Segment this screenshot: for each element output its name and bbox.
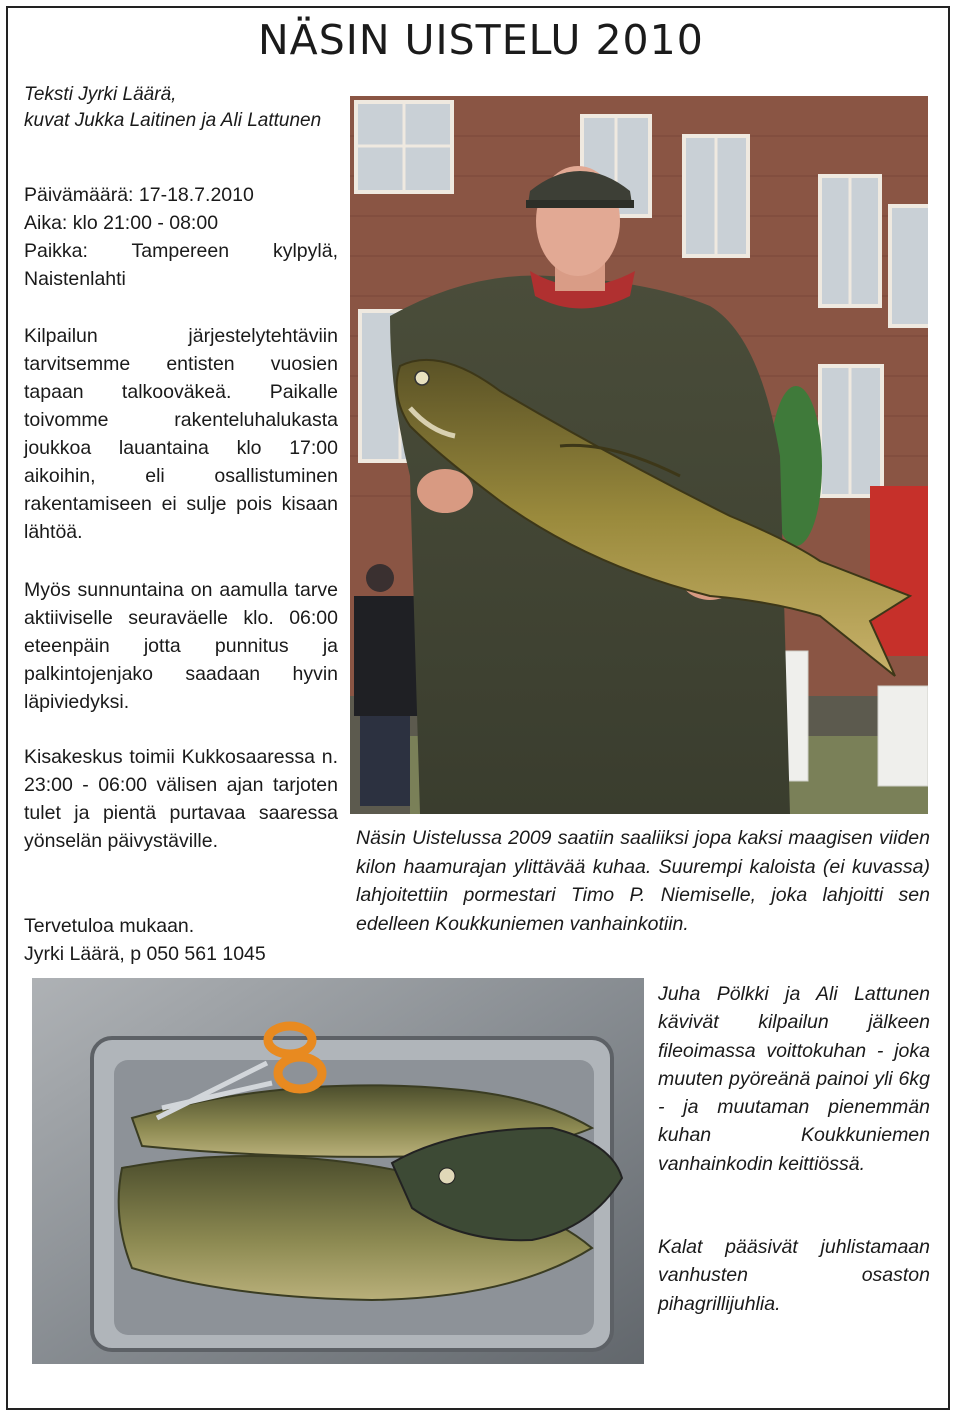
article-credits [24, 82, 340, 134]
paragraph-competition-center: Kisakeskus toimii Kukkosaaressa n. 23:00 - 06:00 välisen ajan tarjoten tulet ja pientä purtavaa saaressa yönselän päivystäville. [24, 746, 338, 852]
welcome-text: Tervetuloa mukaan. [24, 915, 195, 937]
paragraph-sunday: Myös sunnuntaina on aamulla tarve aktiiviselle seuraväelle klo. 06:00 eteenpäin jotta punnitus ja palkintojenjako saadaan hyvin läpiviedyksi. [24, 579, 338, 713]
event-date: Päivämäärä: 17-18.7.2010 [24, 184, 254, 206]
photo-man-with-fish [350, 96, 928, 814]
contact-info: Jyrki Läärä, p 050 561 1045 [24, 943, 266, 965]
closing [24, 912, 338, 968]
event-info [24, 181, 338, 293]
photo-fish-in-tray [32, 978, 644, 1364]
paragraph-volunteers: Kilpailun järjestelytehtäviin tarvitsemme entisten vuosien tapaan talkooväkeä. Paikalle toivomme rakenteluhalukasta joukkoa lauantaina klo 17:00 aikoihin, eli osallistuminen rakentamiseen ei sulje pois kisaan lähtöä. [24, 325, 338, 543]
credits-author: Teksti Jyrki Läärä, [24, 84, 177, 105]
credits-photographers: kuvat Jukka Laitinen ja Ali Lattunen [24, 110, 322, 131]
event-place: Paikka: Tampereen kylpylä, Naistenlahti [24, 240, 338, 290]
page-title: NÄSIN UISTELU 2010 [258, 16, 704, 64]
caption-photo-man-with-fish: Näsin Uistelussa 2009 saatiin saaliiksi jopa kaksi maagisen viiden kilon haamurajan ylittävää kuhaa. Suurempi kaloista (ei kuvassa) lahjoitettiin pormestari Timo P. Niemiselle, joka lahjoitti sen edelleen Koukkuniemen vanhainkotiin. [356, 827, 930, 935]
caption-grill-party: Kalat pääsivät juhlistamaan vanhusten osaston pihagrillijuhlia. [658, 1236, 930, 1315]
event-time: Aika: klo 21:00 - 08:00 [24, 212, 219, 234]
caption-photo-fish-in-tray: Juha Pölkki ja Ali Lattunen kävivät kilpailun jälkeen fileoimassa voittokuhan - joka muuten pyöreänä painoi yli 6kg - ja muutaman pienemmän kuhan Koukkuniemen vanhainkodin keittiössä. [658, 983, 930, 1175]
